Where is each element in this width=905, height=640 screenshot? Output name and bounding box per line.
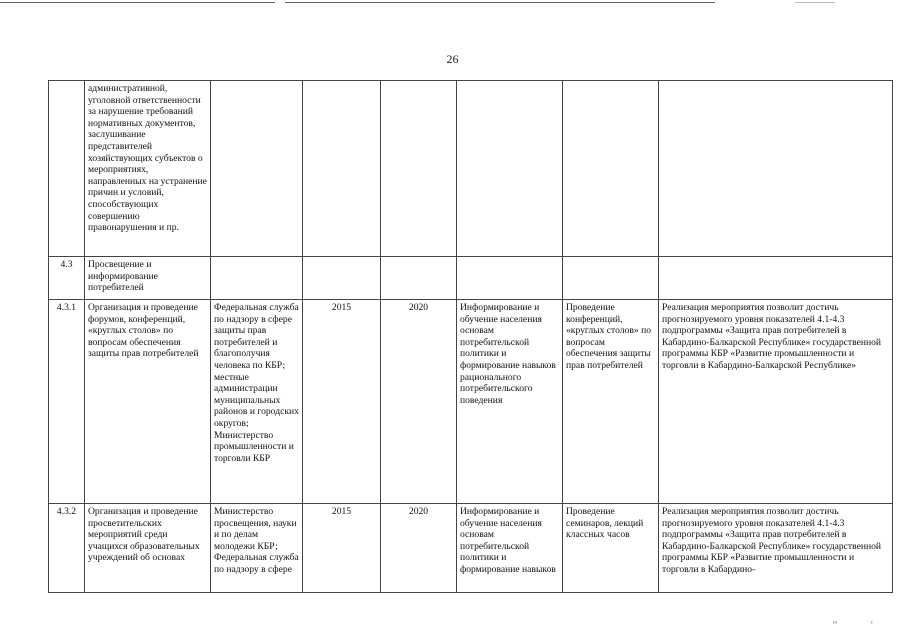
cell-executor: Федеральная служба по надзору в сфере защиты прав потребителей и благополучия человека по КБР; местные администрации муниципальных районов и городских округов; Министерство промышленности и торговли КБР <box>211 300 303 504</box>
cell-activity: административной, уголовной ответственности за нарушение требований нормативных документов, заслушивание представителей хозяйствующих субъектов о мероприятиях, направленных на устранение причин и условий, способствующих совершению правонарушения и пр. <box>85 81 211 257</box>
top-rule-left <box>0 2 275 3</box>
cell-note <box>659 257 893 300</box>
cell-result: Информирование и обучение населения основам потребительской политики и формирование навыков рационального потребительского поведения <box>457 300 563 504</box>
cell-content <box>563 257 659 300</box>
table-row <box>49 300 893 504</box>
table-row <box>49 504 893 593</box>
cell-end-year: 2020 <box>381 504 457 593</box>
cell-activity: Просвещение и информирование потребителей <box>85 257 211 300</box>
cell-number: 4.3.1 <box>49 300 85 504</box>
cell-end-year: 2020 <box>381 300 457 504</box>
cell-executor: Министерство просвещения, науки и по делам молодежи КБР; Федеральная служба по надзору в сфере <box>211 504 303 593</box>
scan-mark: ¹⁴ <box>833 621 837 627</box>
cell-executor <box>211 257 303 300</box>
cell-note: Реализация мероприятия позволит достичь прогнозируемого уровня показателей 4.1-4.3 подпрограммы «Защита прав потребителей в Кабардино-Балкарской Республике» государственной программы КБР «Развитие промышленности и торговли в Кабардино- <box>659 504 893 593</box>
cell-note: Реализация мероприятия позволит достичь прогнозируемого уровня показателей 4.1-4.3 подпрограммы «Защита прав потребителей в Кабардино-Балкарской Республике» государственной программы КБР «Развитие промышленности и торговли в Кабардино-Балкарской Республике» <box>659 300 893 504</box>
table-row <box>49 257 893 300</box>
cell-content <box>563 81 659 257</box>
cell-result <box>457 81 563 257</box>
cell-number: 4.3.2 <box>49 504 85 593</box>
cell-end-year <box>381 257 457 300</box>
cell-activity: Организация и проведение форумов, конференций, «круглых столов» по вопросам обеспечения защиты прав потребителей <box>85 300 211 504</box>
cell-start-year <box>303 81 381 257</box>
cell-result: Информирование и обучение населения основам потребительской политики и формирование навыков <box>457 504 563 593</box>
table-row <box>49 81 893 257</box>
cell-start-year: 2015 <box>303 300 381 504</box>
scan-mark: ¹ <box>871 621 873 627</box>
page-number: 26 <box>446 52 459 66</box>
cell-end-year <box>381 81 457 257</box>
cell-start-year <box>303 257 381 300</box>
cell-content: Проведение конференций, «круглых столов» по вопросам обеспечения защиты прав потребителей <box>563 300 659 504</box>
cell-note <box>659 81 893 257</box>
top-rule-right <box>795 2 835 3</box>
cell-result <box>457 257 563 300</box>
cell-activity: Организация и проведение просветительских мероприятий среди учащихся образовательных учреждений об основах <box>85 504 211 593</box>
cell-start-year: 2015 <box>303 504 381 593</box>
cell-executor <box>211 81 303 257</box>
program-activities-table <box>48 80 893 593</box>
cell-number: 4.3 <box>49 257 85 300</box>
top-rule-middle <box>285 2 715 3</box>
cell-number <box>49 81 85 257</box>
cell-content: Проведение семинаров, лекций классных часов <box>563 504 659 593</box>
